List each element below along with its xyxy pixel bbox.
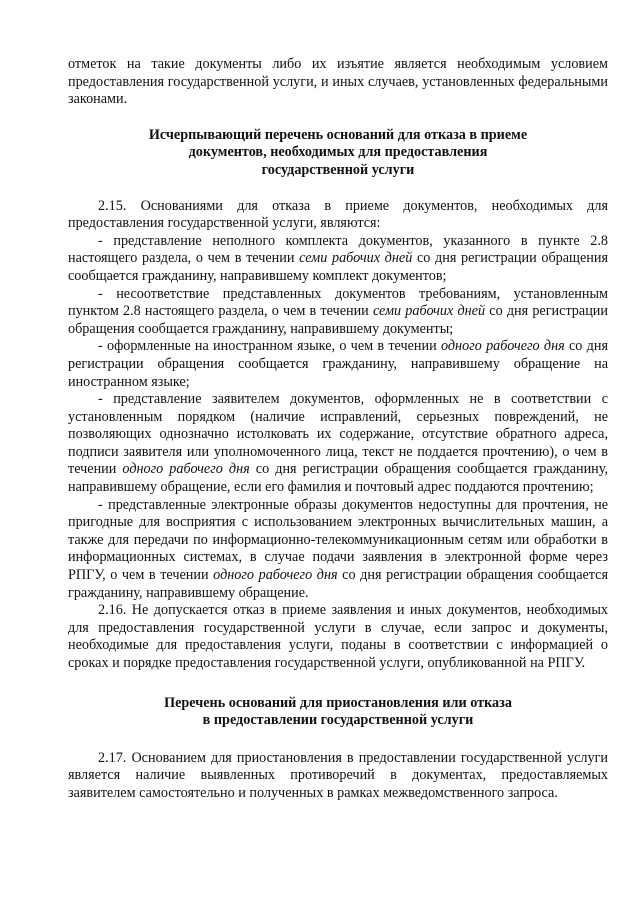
- emphasis-deadline: одного рабочего дня: [440, 338, 565, 355]
- text-run: со дня регистрации обращения сообщается гражданину, направившему комплект документов;: [68, 250, 608, 284]
- intro-paragraph: отметок на такие документы либо их изъятие является необходимым условием предоставления государственной услуги, и иных случаев, установленных федеральными законами.: [68, 56, 608, 108]
- text-run: - представленные электронные образы документов недоступны для прочтения, не пригодные для восприятия с использованием электронных вычислительных машин, а также для передачи по информационно-телекоммуникационным сетям или обработки в информационных системах, в случае подачи заявления в электронной форме через РПГУ, о чем в течении: [68, 496, 608, 584]
- emphasis-deadline: одного рабочего дня: [122, 461, 250, 478]
- list-item-unreadable-electronic: [68, 497, 608, 603]
- paragraph-2-16: 2.16. Не допускается отказ в приеме заявления и иных документов, необходимых для предоставления государственной услуги в случае, если запрос и документы, необходимые для предоставления услуги, поданы в соответствии с информацией о сроках и порядке предоставления государственной услуги, опубликованной на РПГУ.: [68, 602, 608, 671]
- text-run: - оформленные на иностранном языке, о чем в течении: [98, 338, 441, 355]
- text-run: со дня регистрации обращения сообщается гражданину, направившему обращение, если его фамилия и почтовый адрес поддаются прочтению;: [68, 461, 608, 496]
- text-run: со дня регистрации обращения сообщается гражданину, направившему обращение.: [68, 567, 608, 601]
- text-run: со дня регистрации обращения сообщается гражданину, направившему обращение на иностранном языке;: [68, 338, 609, 390]
- heading-line: Исчерпывающий перечень оснований для отказа в приеме: [148, 126, 528, 143]
- list-item-noncompliance: [68, 286, 608, 339]
- list-item-incomplete-set: [68, 233, 608, 286]
- heading-line: в предоставлении государственной услуги: [202, 712, 474, 729]
- paragraph-2-17: 2.17. Основанием для приостановления в предоставлении государственной услуги является наличие выявленных противоречий в документах, предоставляемых заявителем самостоятельно и полученных в рамках межведомственного запроса.: [68, 749, 608, 801]
- emphasis-deadline: семи рабочих дней: [372, 303, 486, 320]
- section-heading-refusal-grounds: [68, 127, 608, 180]
- list-item-foreign-language: [68, 338, 608, 391]
- paragraph-2-15: 2.15. Основаниями для отказа в приеме документов, необходимых для предоставления государственной услуги, являются:: [68, 197, 608, 232]
- heading-line: Перечень оснований для приостановления или отказа: [164, 694, 512, 711]
- heading-line: государственной услуги: [261, 161, 415, 178]
- emphasis-deadline: одного рабочего дня: [213, 567, 338, 584]
- text-run: - представление неполного комплекта документов, указанного в пункте 2.8 настоящего раздела, о чем в течении: [68, 232, 608, 267]
- section-heading-suspension-grounds: [68, 695, 608, 730]
- text-run: - представление заявителем документов, оформленных не в соответствии с установленным порядком (наличие исправлений, серьезных повреждений, не позволяющих однозначно истолковать их содержание, отсутствие обратного адреса, подписи заявителя или уполномоченного лица, текст не поддается прочтению), о чем в течении: [68, 391, 608, 478]
- list-item-improper-format: [68, 391, 608, 497]
- emphasis-deadline: семи рабочих дней: [299, 250, 413, 267]
- document-page: [68, 56, 608, 803]
- text-run: со дня регистрации обращения сообщается гражданину, направившему документы;: [68, 303, 608, 337]
- heading-line: документов, необходимых для предоставления: [188, 144, 488, 161]
- text-run: - несоответствие представленных документов требованиям, установленным пунктом 2.8 настоящего раздела, о чем в течении: [68, 285, 608, 320]
